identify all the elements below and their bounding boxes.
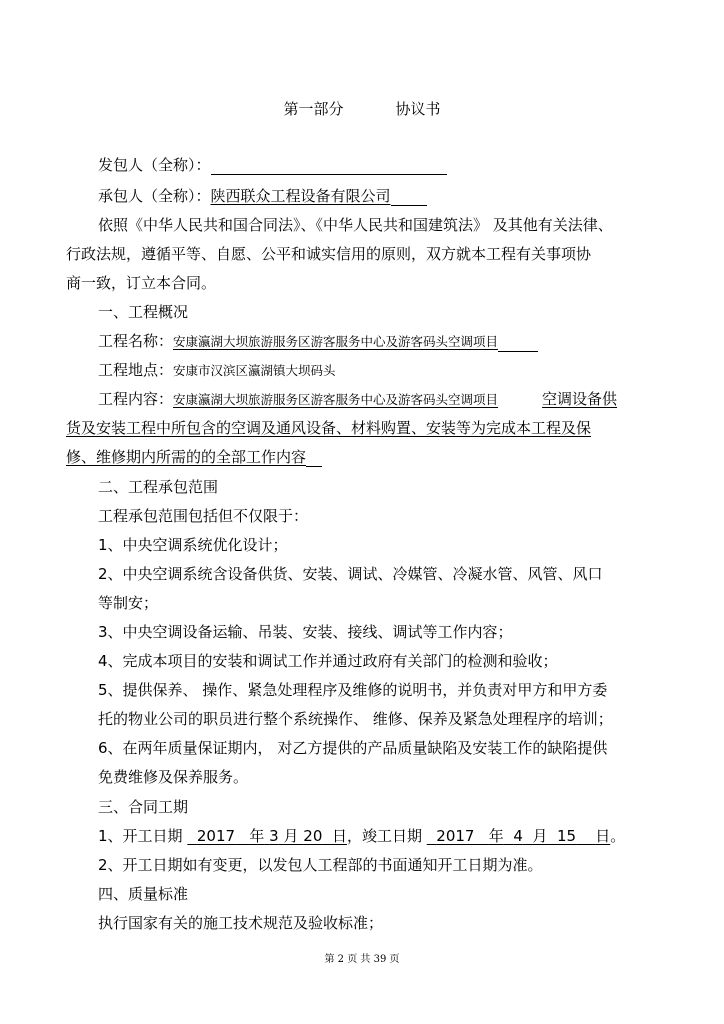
employer-blank: [211, 156, 447, 175]
scope-item-6a: 6、在两年质量保证期内， 对乙方提供的产品质量缺陷及安装工作的缺陷提供: [98, 739, 608, 757]
scope-item-3: 3、中央空调设备运输、吊装、安装、接线、调试等工作内容；: [98, 623, 513, 641]
page-title: [0, 98, 724, 119]
scope-item-5a: 5、提供保养、 操作、紧急处理程序及维修的说明书，并负责对甲方和甲方委: [98, 681, 608, 699]
employer-line: [98, 155, 447, 175]
project-name-line: [98, 331, 538, 352]
schedule-line: 1、开工日期 2017 年 3 月 20 日，竣工日期 2017 年 4 月 15 日。: [98, 827, 626, 845]
scope-intro: 工程承包范围包括但不仅限于：: [98, 507, 309, 525]
intro-line-2: 行政法规，遵循平等、自愿、公平和诚实信用的原则，双方就本工程有关事项协: [66, 245, 592, 263]
project-content-line-1: [98, 389, 617, 410]
start-year: 2017: [196, 827, 236, 845]
quality-text: 执行国家有关的施工技术规范及验收标准；: [98, 914, 384, 932]
finish-month: 4: [513, 827, 523, 845]
project-location-label: 工程地点：: [98, 361, 174, 379]
project-name-label: 工程名称：: [98, 332, 174, 350]
start-month: 3: [269, 827, 279, 845]
project-name-value: 安康瀛湖大坝旅游服务区游客服务中心及游客码头空调项目: [173, 334, 499, 349]
project-content-label: 工程内容：: [98, 390, 174, 408]
finish-day: 15: [557, 827, 577, 845]
start-day: 20: [303, 827, 323, 845]
finish-date: 2017 年 4 月 15 日: [436, 827, 611, 845]
project-content-line-2: 货及安装工程中所包含的空调及通风设备、材料购置、安装等为完成本工程及保: [66, 419, 592, 437]
project-content-line-3-text: 修、维修期内所需的的全部工作内容: [66, 448, 307, 466]
project-content-cont: 空调设备供: [542, 390, 618, 408]
employer-label: 发包人（全称）：: [98, 156, 211, 174]
scope-item-1: 1、中央空调系统优化设计；: [98, 536, 288, 554]
intro-line-3: 商一致，订立本合同。: [66, 274, 217, 292]
page-footer: 第 2 页 共 39 页: [324, 954, 400, 965]
scope-item-2b: 等制安；: [98, 594, 159, 612]
title-part: 第一部分: [283, 100, 344, 118]
project-location-line: [98, 360, 336, 381]
schedule-change-note: 2、开工日期如有变更，以发包人工程部的书面通知开工日期为准。: [98, 856, 543, 874]
finish-year: 2017: [436, 827, 475, 845]
section1-heading: 一、工程概况: [98, 303, 189, 321]
project-location-value: 安康市汉滨区瀛湖镇大坝码头: [173, 363, 336, 378]
scope-item-6b: 免费维修及保养服务。: [98, 768, 249, 786]
section2-heading: 二、工程承包范围: [98, 478, 219, 496]
scope-item-4: 4、完成本项目的安装和调试工作并通过政府有关部门的检测和验收；: [98, 652, 558, 670]
intro-line-1: 依照《中华人民共和国合同法》、《中华人民共和国建筑法》 及其他有关法律、: [98, 216, 613, 234]
contractor-line: [98, 186, 427, 206]
scope-item-2a: 2、中央空调系统含设备供货、安装、调试、冷媒管、冷凝水管、风管、风口: [98, 565, 603, 583]
project-content-line-3: [66, 447, 322, 467]
section3-heading: 三、合同工期: [98, 798, 189, 816]
section4-heading: 四、质量标准: [98, 885, 189, 903]
start-date: 2017 年 3 月 20 日: [196, 827, 347, 845]
project-content-value: 安康瀛湖大坝旅游服务区游客服务中心及游客码头空调项目: [173, 392, 499, 407]
scope-item-5b: 托的物业公司的职员进行整个系统操作、 维修、保养及紧急处理程序的培训；: [98, 710, 613, 728]
contractor-label: 承包人（全称）：: [98, 187, 211, 205]
start-prefix: 1、开工日期: [98, 827, 183, 845]
finish-label: ，竣工日期: [346, 827, 422, 845]
contractor-name: 陕西联众工程设备有限公司: [210, 187, 391, 205]
title-name: 协议书: [395, 100, 441, 118]
